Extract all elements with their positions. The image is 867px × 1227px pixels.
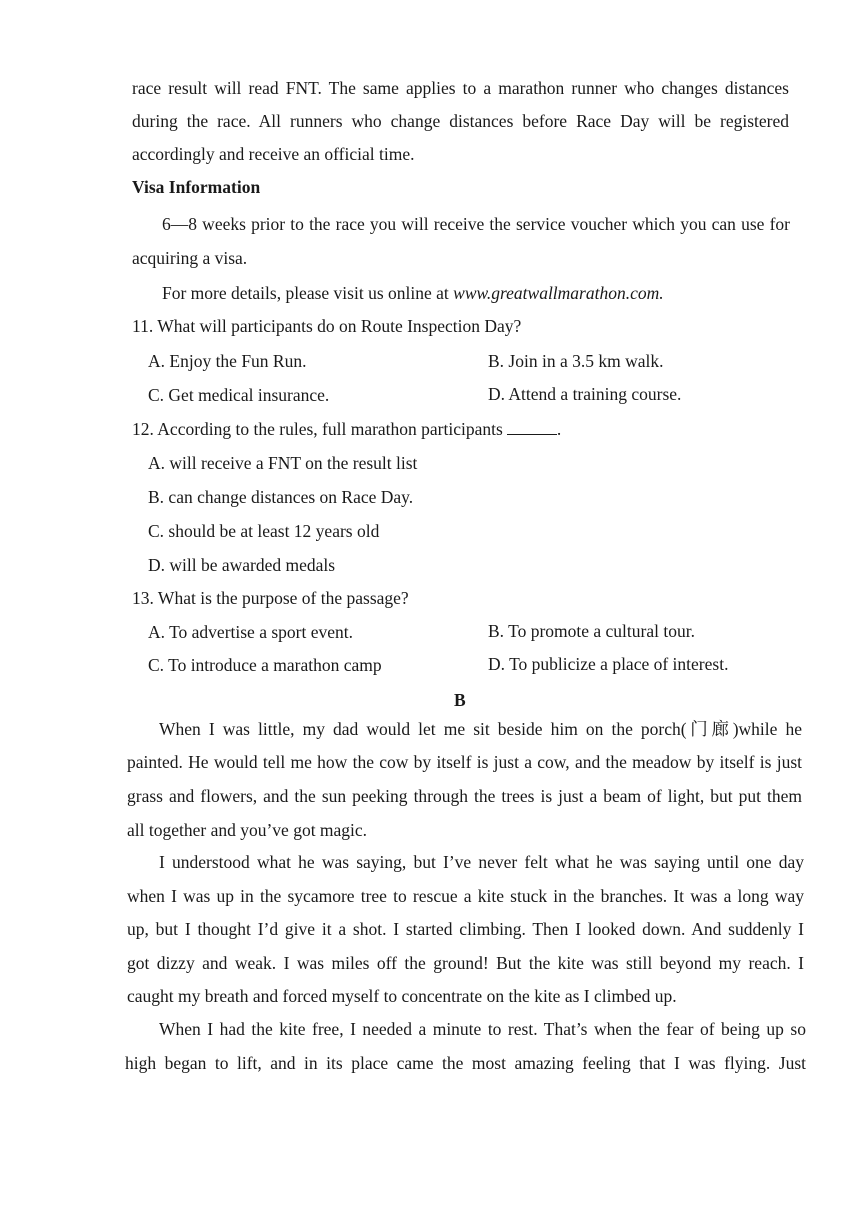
q13-option-a[interactable]: A. To advertise a sport event. (148, 622, 353, 642)
q11-option-b[interactable]: B. Join in a 3.5 km walk. (488, 351, 664, 371)
visa-details (162, 281, 664, 305)
q12-option-b[interactable]: B. can change distances on Race Day. (148, 487, 414, 507)
website-link[interactable]: www.greatwallmarathon.com. (453, 283, 664, 303)
visa-para-line-2: acquiring a visa. (132, 248, 248, 268)
q11-option-c[interactable]: C. Get medical insurance. (148, 385, 330, 405)
passage-b-line-1: When I was little, my dad would let me sit beside him on the porch(门廊)while he (159, 719, 802, 739)
question-12-period: . (556, 419, 562, 439)
passage-b-line-8: got dizzy and weak. I was miles off the ground! But the kite was still beyond my reach. I (127, 953, 804, 973)
passage-b-line-7: up, but I thought I’d give it a shot. I started climbing. Then I looked down. And suddenly I (127, 919, 804, 939)
passage-b-line-9: caught my breath and forced myself to concentrate on the kite as I climbed up. (127, 986, 677, 1006)
passage-b-line-6: when I was up in the sycamore tree to rescue a kite stuck in the branches. It was a long way (127, 886, 804, 906)
passage-a-line-3: accordingly and receive an official time. (132, 144, 415, 164)
q12-option-a[interactable]: A. will receive a FNT on the result list (148, 453, 418, 473)
question-11-stem: 11. What will participants do on Route Inspection Day? (132, 316, 522, 336)
q12-option-d[interactable]: D. will be awarded medals (148, 555, 336, 575)
q13-option-d[interactable]: D. To publicize a place of interest. (488, 654, 729, 674)
q11-option-d[interactable]: D. Attend a training course. (488, 384, 682, 404)
question-13-stem: 13. What is the purpose of the passage? (132, 588, 409, 608)
passage-b-line-10: When I had the kite free, I needed a minute to rest. That’s when the fear of being up so (159, 1019, 806, 1039)
passage-b-line-5: I understood what he was saying, but I’ve never felt what he was saying until one day (159, 852, 804, 872)
passage-a-line-1: race result will read FNT. The same applies to a marathon runner who changes distances (132, 78, 789, 98)
passage-b-line-4: all together and you’ve got magic. (127, 820, 368, 840)
question-12-stem (132, 417, 561, 441)
passage-b-line-11: high began to lift, and in its place came the most amazing feeling that I was flying. Just (125, 1053, 806, 1073)
passage-b-line-3: grass and flowers, and the sun peeking through the trees is just a beam of light, but put them (127, 786, 802, 806)
answer-blank[interactable] (507, 418, 557, 435)
q12-option-c[interactable]: C. should be at least 12 years old (148, 521, 380, 541)
passage-b-line-2: painted. He would tell me how the cow by itself is just a cow, and the meadow by itself is just (127, 752, 802, 772)
visa-heading: Visa Information (132, 177, 261, 197)
q13-option-b[interactable]: B. To promote a cultural tour. (488, 621, 695, 641)
q13-option-c[interactable]: C. To introduce a marathon camp (148, 655, 382, 675)
q11-option-a[interactable]: A. Enjoy the Fun Run. (148, 351, 307, 371)
question-12-text: 12. According to the rules, full marathon participants (132, 419, 503, 439)
visa-para-line-1: 6—8 weeks prior to the race you will receive the service voucher which you can use for (162, 214, 790, 234)
passage-a-line-2: during the race. All runners who change distances before Race Day will be registered (132, 111, 789, 131)
passage-b-title: B (454, 690, 466, 710)
visa-details-text: For more details, please visit us online at (162, 283, 454, 303)
